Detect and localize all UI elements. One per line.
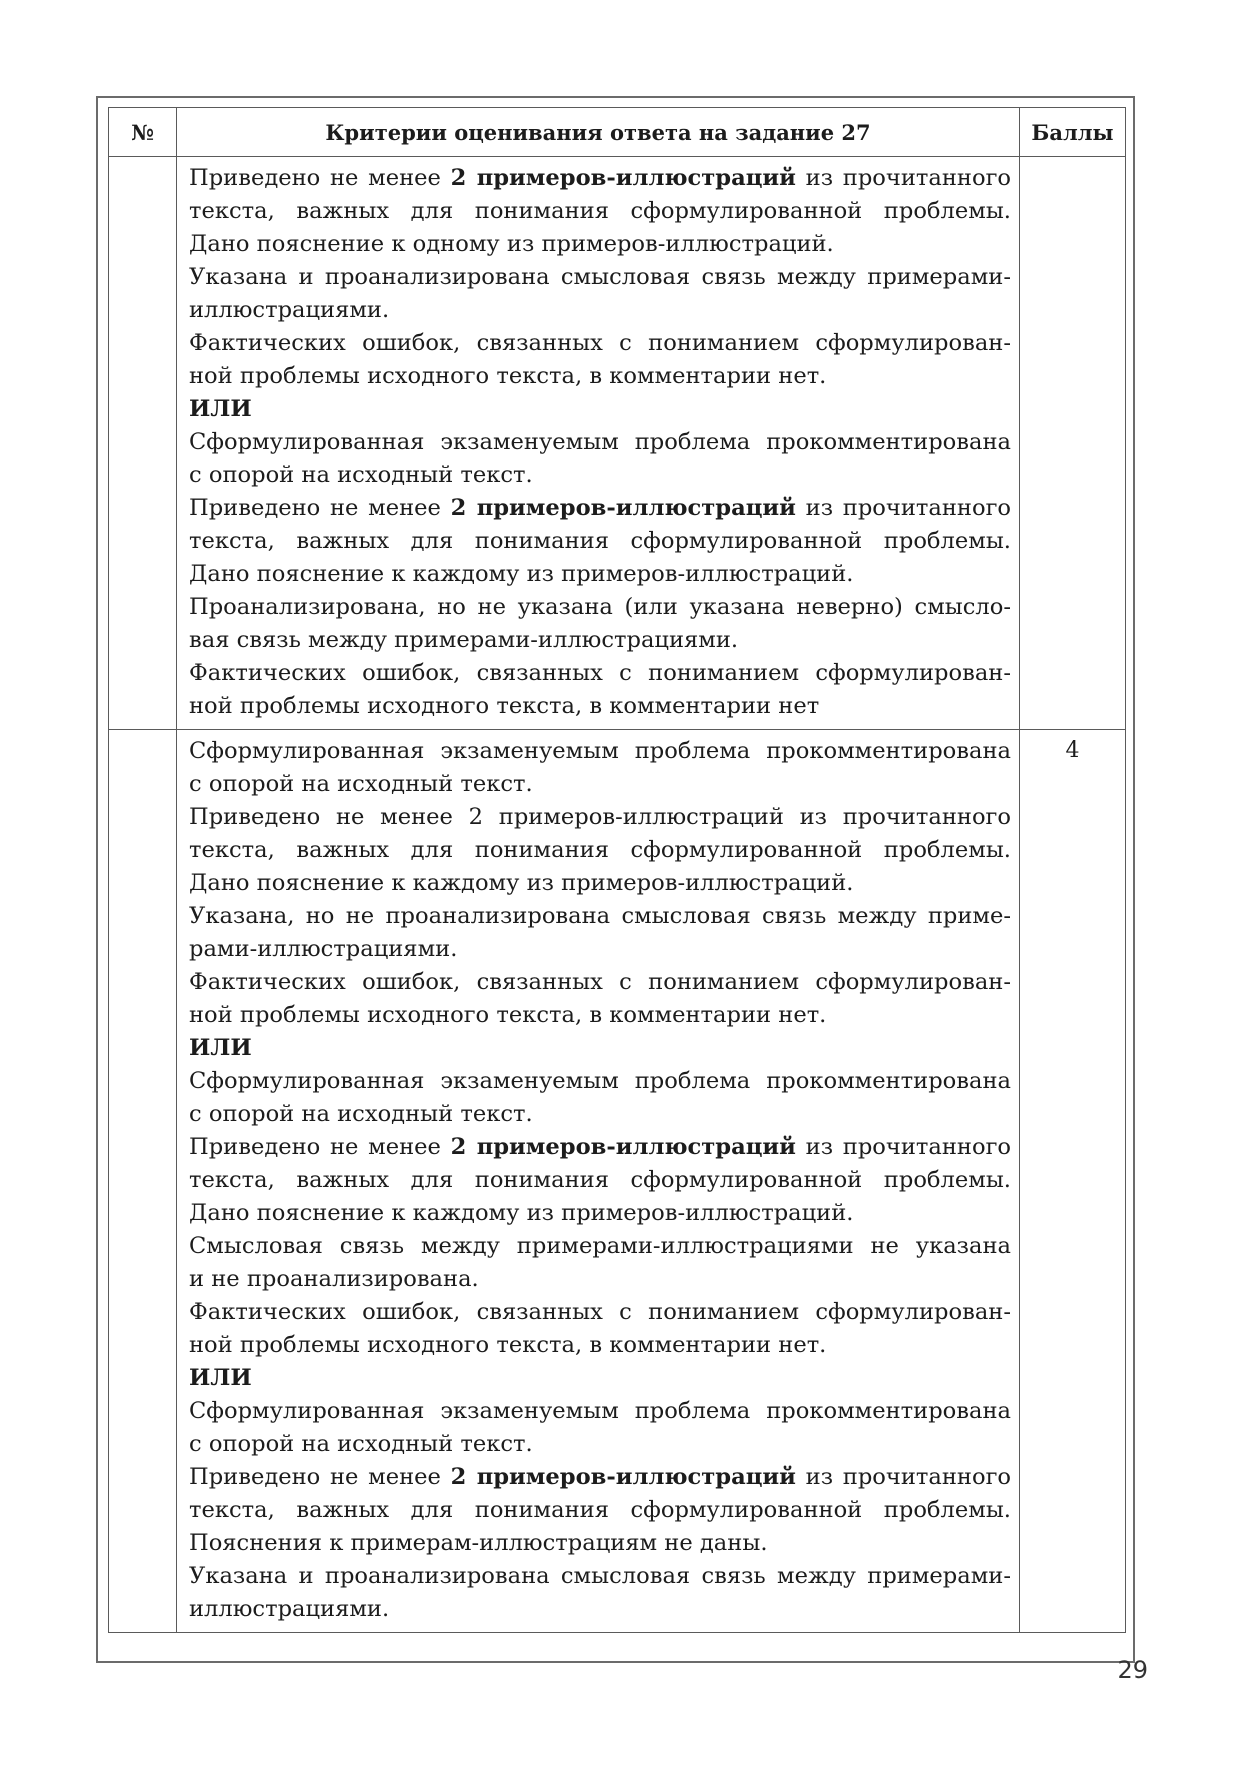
criteria-text-fragment: из прочитанного	[795, 1464, 1011, 1490]
criteria-line: вая связь между примерами-иллюстрациями.	[189, 627, 739, 653]
criteria-line: ной проблемы исходного текста, в комментарии нет	[189, 693, 820, 719]
emphasis-text: 2 примеров-иллюстраций	[450, 165, 796, 191]
criteria-line: с опорой на исходный текст.	[189, 1101, 533, 1127]
score-cell: 4	[1020, 730, 1126, 1633]
emphasis-text: 2 примеров-иллюстраций	[450, 495, 796, 521]
page-number: 29	[1117, 1656, 1148, 1684]
row-number-cell	[109, 730, 177, 1633]
criteria-line: текста, важных для понимания сформулированной проблемы.	[189, 1497, 1011, 1523]
criteria-line: Указана и проанализирована смысловая связь между примерами-	[189, 1563, 1011, 1589]
criteria-line: Сформулированная экзаменуемым проблема прокомментирована	[189, 429, 1011, 455]
criteria-line: Фактических ошибок, связанных с пониманием сформулирован-	[189, 660, 1011, 686]
criteria-line: Сформулированная экзаменуемым проблема прокомментирована	[189, 1068, 1011, 1094]
criteria-cell	[177, 730, 1020, 1633]
table-header-row	[109, 108, 1126, 157]
criteria-line: текста, важных для понимания сформулированной проблемы.	[189, 1167, 1011, 1193]
criteria-line: Фактических ошибок, связанных с пониманием сформулирован-	[189, 969, 1011, 995]
criteria-line: иллюстрациями.	[189, 1596, 390, 1622]
table-row	[109, 157, 1126, 730]
criteria-line: ной проблемы исходного текста, в комментарии нет.	[189, 363, 827, 389]
criteria-line	[189, 492, 1011, 525]
emphasis-text: 2 примеров-иллюстраций	[450, 1134, 796, 1160]
criteria-line: Пояснения к примерам-иллюстрациям не даны.	[189, 1530, 768, 1556]
or-separator: ИЛИ	[189, 396, 252, 422]
criteria-table	[108, 107, 1126, 1633]
criteria-text-fragment: из прочитанного	[795, 495, 1011, 521]
header-number: №	[109, 108, 177, 157]
criteria-line: Смысловая связь между примерами-иллюстрациями не указана	[189, 1233, 1011, 1259]
criteria-text-fragment: Приведено не менее	[189, 165, 451, 191]
criteria-line: ной проблемы исходного текста, в комментарии нет.	[189, 1332, 827, 1358]
criteria-line: Приведено не менее 2 примеров-иллюстраций из прочитанного	[189, 804, 1011, 830]
table-row	[109, 730, 1126, 1633]
criteria-line: Указана и проанализирована смысловая связь между примерами-	[189, 264, 1011, 290]
criteria-line: Дано пояснение к одному из примеров-иллюстраций.	[189, 231, 834, 257]
criteria-line: Указана, но не проанализирована смысловая связь между приме-	[189, 903, 1011, 929]
criteria-line: Сформулированная экзаменуемым проблема прокомментирована	[189, 1398, 1011, 1424]
criteria-line: ной проблемы исходного текста, в комментарии нет.	[189, 1002, 827, 1028]
criteria-line: текста, важных для понимания сформулированной проблемы.	[189, 528, 1011, 554]
criteria-line: Проанализирована, но не указана (или указана неверно) смысло-	[189, 594, 1011, 620]
criteria-text-fragment: Приведено не менее	[189, 1134, 451, 1160]
criteria-line: Фактических ошибок, связанных с пониманием сформулирован-	[189, 1299, 1011, 1325]
criteria-line	[189, 1131, 1011, 1164]
criteria-line: Фактических ошибок, связанных с пониманием сформулирован-	[189, 330, 1011, 356]
score-cell	[1020, 157, 1126, 730]
criteria-line: с опорой на исходный текст.	[189, 771, 533, 797]
criteria-line: и не проанализирована.	[189, 1266, 479, 1292]
criteria-cell	[177, 157, 1020, 730]
criteria-line	[189, 162, 1011, 195]
criteria-text-fragment: из прочитанного	[795, 165, 1011, 191]
emphasis-text: 2 примеров-иллюстраций	[450, 1464, 796, 1490]
header-score: Баллы	[1020, 108, 1126, 157]
header-criteria: Критерии оценивания ответа на задание 27	[177, 108, 1020, 157]
criteria-line: иллюстрациями.	[189, 297, 390, 323]
or-separator: ИЛИ	[189, 1365, 252, 1391]
criteria-line: с опорой на исходный текст.	[189, 1431, 533, 1457]
criteria-line: Дано пояснение к каждому из примеров-иллюстраций.	[189, 1200, 854, 1226]
criteria-line: Сформулированная экзаменуемым проблема прокомментирована	[189, 738, 1011, 764]
or-separator: ИЛИ	[189, 1035, 252, 1061]
criteria-text-fragment: Приведено не менее	[189, 495, 451, 521]
criteria-text-fragment: Приведено не менее	[189, 1464, 451, 1490]
criteria-line: текста, важных для понимания сформулированной проблемы.	[189, 837, 1011, 863]
criteria-line: текста, важных для понимания сформулированной проблемы.	[189, 198, 1011, 224]
criteria-line: Дано пояснение к каждому из примеров-иллюстраций.	[189, 561, 854, 587]
criteria-line: рами-иллюстрациями.	[189, 936, 458, 962]
criteria-line	[189, 1461, 1011, 1494]
row-number-cell	[109, 157, 177, 730]
criteria-text-fragment: из прочитанного	[795, 1134, 1011, 1160]
criteria-line: Дано пояснение к каждому из примеров-иллюстраций.	[189, 870, 854, 896]
criteria-line: с опорой на исходный текст.	[189, 462, 533, 488]
